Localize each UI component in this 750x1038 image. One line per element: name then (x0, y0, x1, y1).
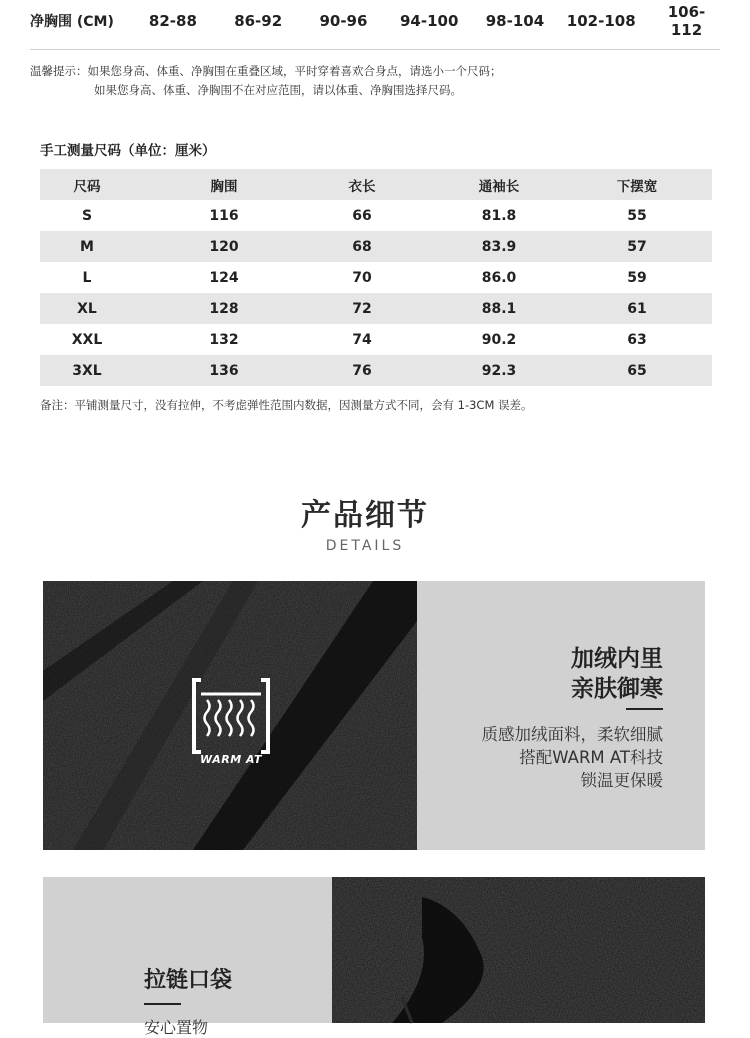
table-cell: 136 (209, 362, 239, 379)
chest-size-label: 净胸围 (CM) (30, 14, 114, 30)
table-cell: 92.3 (481, 362, 517, 379)
chest-size-value: 86-92 (234, 12, 283, 30)
table-cell: 83.9 (481, 238, 517, 255)
details-title: 产品细节 (301, 498, 429, 533)
table-cell: L (82, 269, 92, 286)
feature-description: 搭配WARM AT科技 (519, 748, 663, 767)
table-row (40, 200, 712, 231)
table-header-cell: 尺码 (73, 178, 101, 195)
table-header-cell: 下摆宽 (616, 178, 658, 195)
measure-table-title: 手工测量尺码（单位：厘米） (40, 143, 216, 159)
table-cell: 66 (352, 207, 372, 224)
table-row (40, 231, 712, 262)
chest-size-value: 94-100 (400, 12, 459, 30)
table-cell: 81.8 (481, 207, 517, 224)
table-cell: 132 (209, 331, 239, 348)
table-cell: 72 (352, 300, 372, 317)
feature-heading: 加绒内里 (571, 646, 663, 672)
table-cell: XL (77, 300, 97, 317)
feature-description: 锁温更保暖 (580, 771, 663, 790)
chest-size-value: 82-88 (148, 12, 197, 30)
heading-underline (144, 1003, 181, 1005)
zip-pocket-image (332, 877, 705, 1023)
heading-underline (626, 708, 663, 710)
fleece-lining-image (43, 581, 417, 850)
table-cell: 65 (627, 362, 647, 379)
table-header-cell: 胸围 (210, 178, 238, 195)
table-cell: 55 (627, 207, 647, 224)
measure-note: 备注：平铺测量尺寸，没有拉伸，不考虑弹性范围内数据，因测量方式不同，会有 1-3CM 误差。 (40, 398, 533, 412)
chest-size-value: 106-112 (667, 3, 706, 39)
table-row (40, 355, 712, 386)
table-cell: 124 (209, 269, 239, 286)
feature-description: 安心置物 (144, 1018, 209, 1037)
feature-description: 质感加绒面料，柔软细腻 (481, 725, 663, 744)
table-row (40, 293, 712, 324)
warm-at-logo-text: WARM AT (200, 753, 262, 766)
table-cell: 120 (209, 238, 239, 255)
table-cell: 59 (627, 269, 647, 286)
chest-size-value: 98-104 (485, 12, 545, 30)
chest-size-value: 90-96 (319, 12, 368, 30)
table-cell: 128 (209, 300, 239, 317)
table-row (40, 262, 712, 293)
table-cell: 57 (627, 238, 647, 255)
feature-heading: 拉链口袋 (144, 968, 233, 993)
table-header-cell: 通袖长 (478, 178, 520, 195)
size-tips (30, 62, 502, 100)
table-cell: XXL (71, 331, 103, 348)
table-cell: 90.2 (481, 331, 517, 348)
table-row (40, 324, 712, 355)
table-cell: 86.0 (481, 269, 517, 286)
table-cell: S (81, 207, 93, 224)
table-cell: 61 (627, 300, 647, 317)
table-cell: 63 (627, 331, 647, 348)
chest-size-value: 102-108 (566, 12, 636, 30)
size-table (40, 169, 712, 386)
tips-line: 温馨提示：如果您身高、体重、净胸围在重叠区域，平时穿着喜欢合身点，请选小一个尺码； (30, 64, 502, 78)
table-cell: 3XL (72, 362, 102, 379)
fleece-texture (332, 877, 705, 1023)
table-cell: 70 (352, 269, 372, 286)
table-cell: 68 (352, 238, 372, 255)
table-cell: 76 (352, 362, 372, 379)
zip-pocket-panel (43, 877, 332, 1037)
feature-heading: 亲肤御寒 (571, 676, 663, 702)
table-header-row (40, 169, 712, 200)
tips-line: 如果您身高、体重、净胸围不在对应范围，请以体重、净胸围选择尺码。 (94, 83, 462, 97)
divider (30, 49, 720, 50)
fleece-lining-panel (417, 581, 705, 850)
chest-size-row (30, 3, 720, 39)
table-cell: 88.1 (481, 300, 517, 317)
table-cell: M (80, 238, 94, 255)
table-cell: 74 (352, 331, 372, 348)
table-cell: 116 (209, 207, 239, 224)
table-header-cell: 衣长 (348, 178, 376, 195)
details-subtitle: DETAILS (325, 538, 405, 554)
